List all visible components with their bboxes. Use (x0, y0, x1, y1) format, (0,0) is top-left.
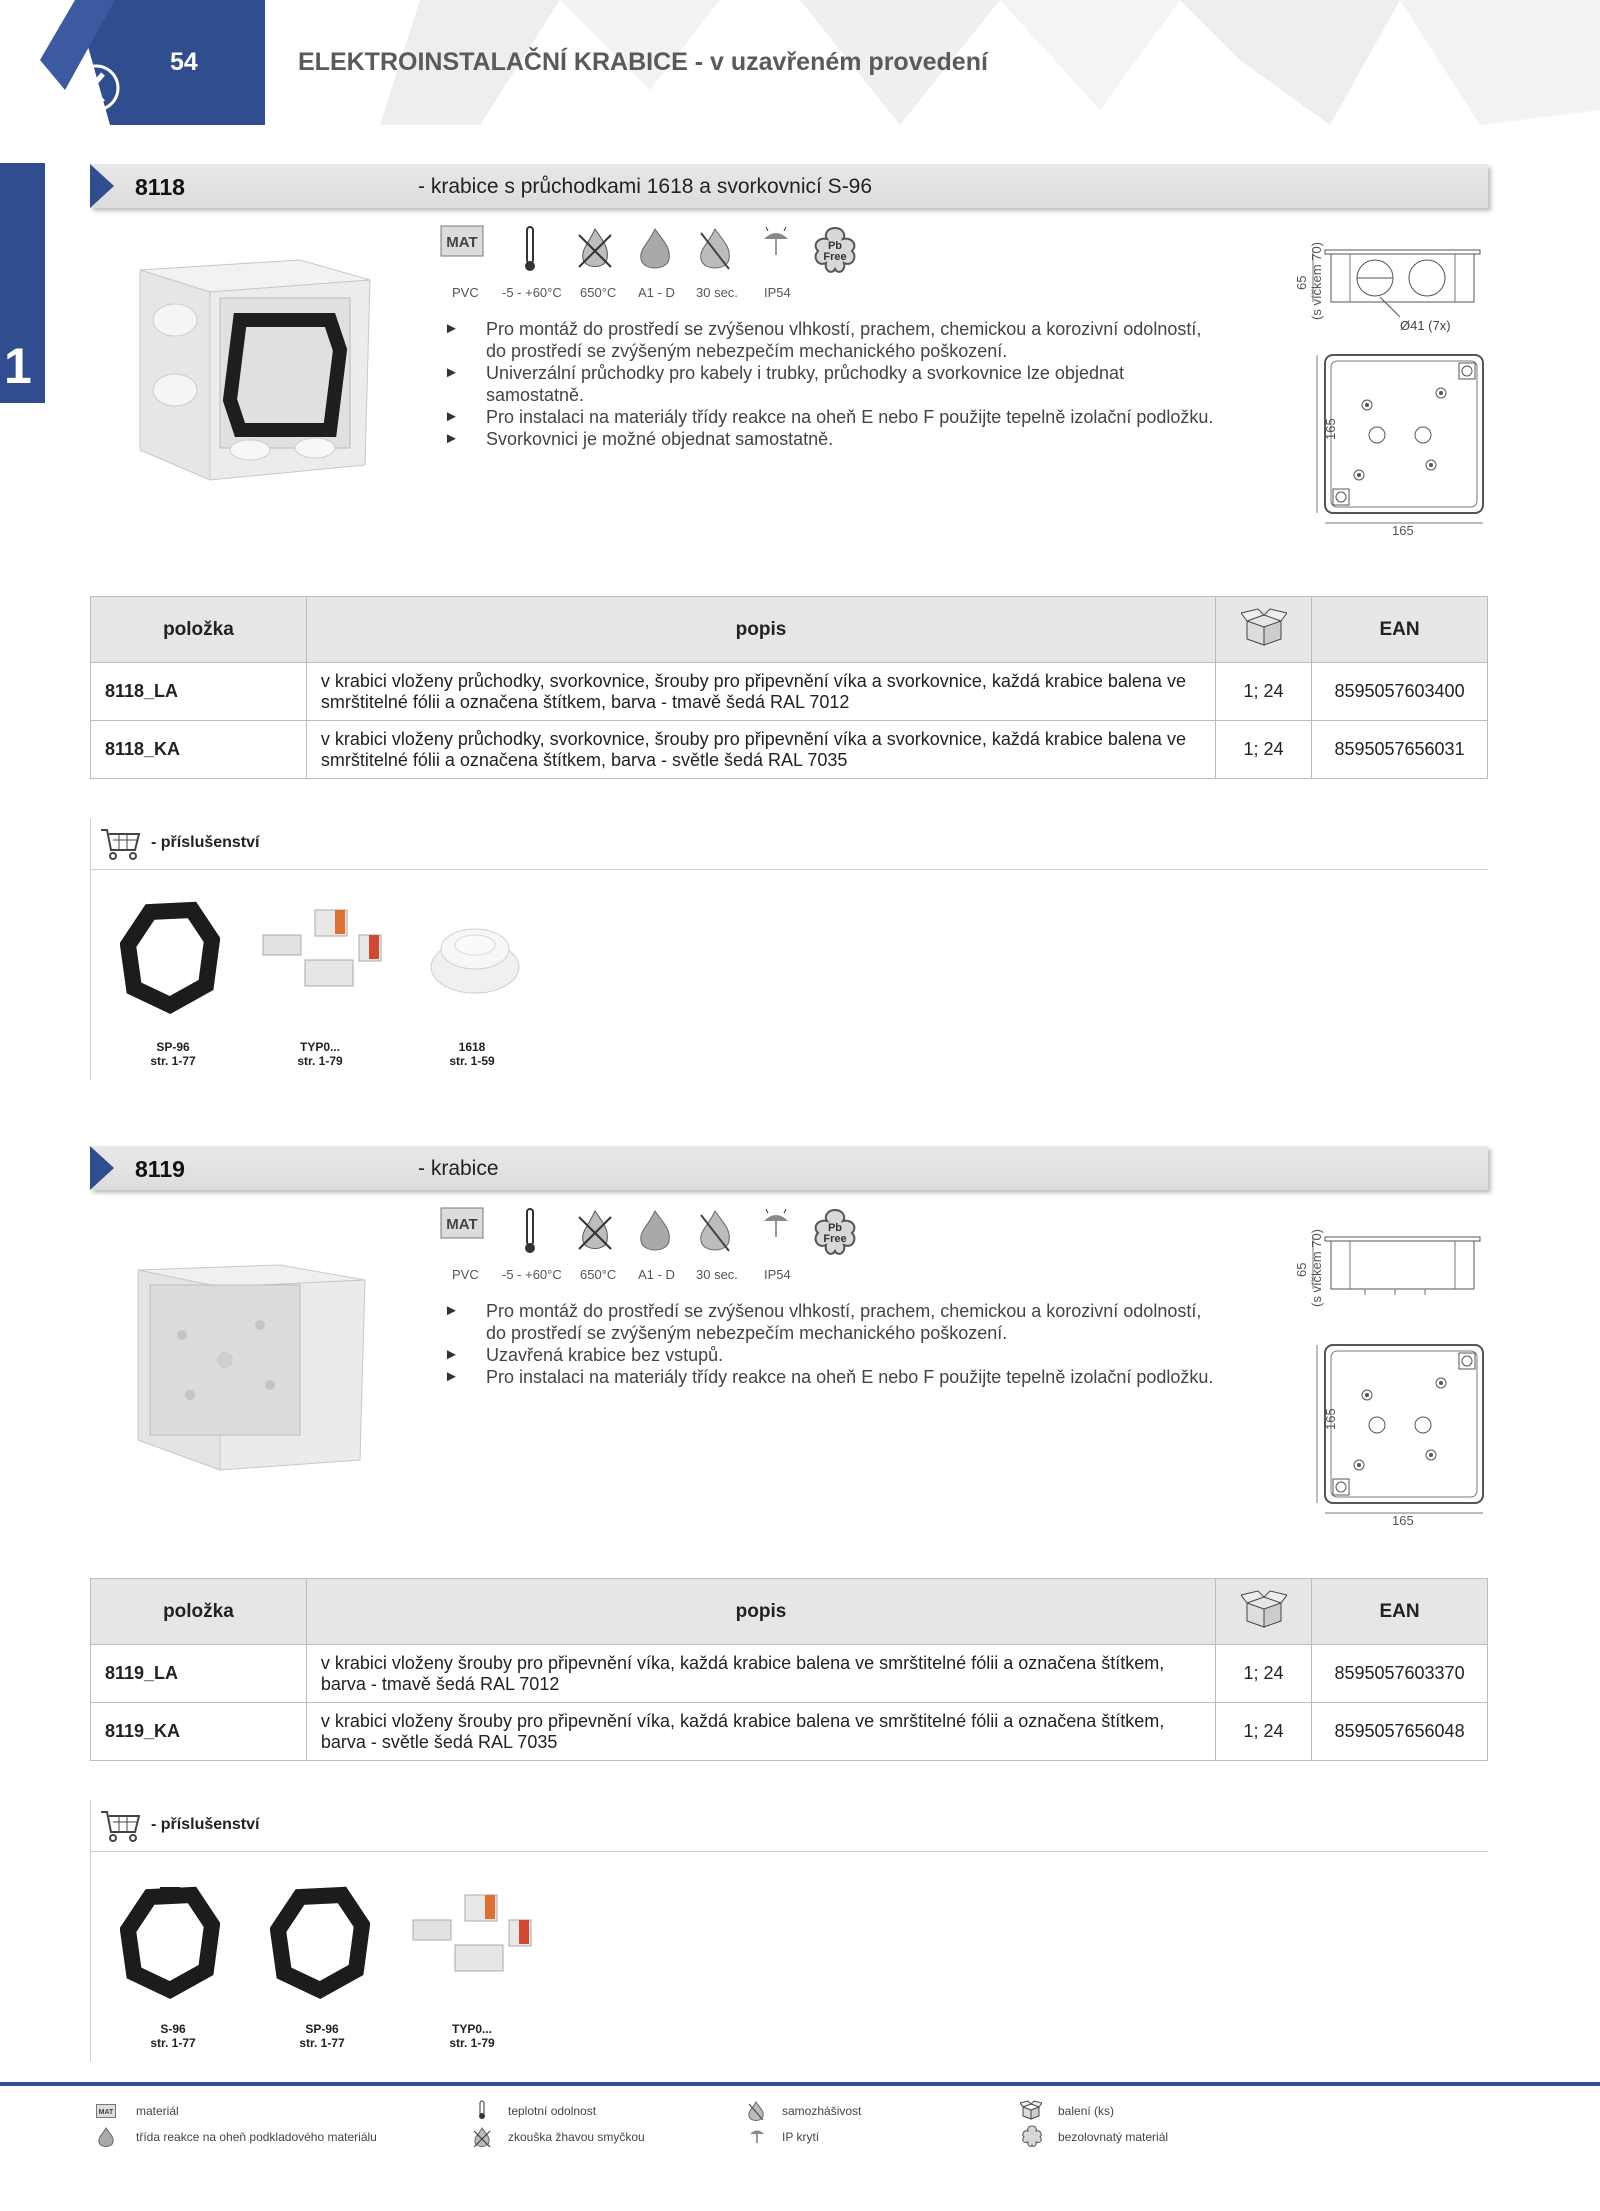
feature-list (440, 1300, 1220, 1388)
item-description: v krabici vloženy šrouby pro připevnění víka, každá krabice balena ve smrštitelné fólii a označena štítkem, barva - světle šedá RAL 7035 (306, 1703, 1215, 1761)
box-icon (1241, 1589, 1287, 1629)
thermometer-icon (478, 2100, 486, 2120)
accessory-name: TYP0... (299, 1040, 340, 1054)
svg-text:(s víčkem 70): (s víčkem 70) (1309, 1228, 1324, 1307)
accessory-page: str. 1-79 (297, 1054, 343, 1068)
item-code: 8119_LA (91, 1645, 307, 1703)
item-code: 8118_LA (91, 663, 307, 721)
col-header-item: položka (91, 1579, 307, 1645)
svg-text:Free: Free (823, 251, 847, 263)
mat-icon (96, 2104, 116, 2118)
label-fire-class: A1 - D (638, 285, 675, 300)
legend-label: bezolovnatý materiál (1058, 2130, 1169, 2144)
product-header-bar (90, 1146, 1488, 1190)
accessory-item[interactable] (412, 1040, 532, 1068)
feature-item: ► Univerzální průchodky pro kabely i trubky, průchodky a svorkovnice lze objednat samostatně. (440, 362, 1220, 406)
product-table-8118 (90, 596, 1488, 779)
item-packaging: 1; 24 (1216, 663, 1312, 721)
feature-list (440, 318, 1220, 450)
legend-label: balení (ks) (1058, 2104, 1115, 2118)
svg-text:65: 65 (1294, 275, 1309, 290)
box-icon (1020, 2100, 1042, 2120)
label-material: PVC (452, 1267, 479, 1282)
flame-crossed-icon (695, 1207, 735, 1255)
svg-text:65: 65 (1294, 1262, 1309, 1277)
item-packaging: 1; 24 (1216, 1645, 1312, 1703)
accessory-page: str. 1-77 (150, 1054, 196, 1068)
ip-icon (748, 2126, 766, 2146)
svg-text:Free: Free (823, 1233, 847, 1245)
property-icons (440, 225, 860, 280)
feature-item: ► Uzavřená krabice bez vstupů. (440, 1344, 1220, 1366)
feature-item: ► Pro montáž do prostředí se zvýšenou vlhkostí, prachem, chemickou a korozivní odolností, do prostředí se zvýšeným nebezpečím mechanického poškození. (440, 318, 1220, 362)
svg-text:MAT: MAT (98, 2109, 114, 2116)
feature-item: ► Pro instalaci na materiály třídy reakce na oheň E nebo F použijte tepelně izolační podložku. (440, 1366, 1220, 1388)
accessory-item[interactable] (412, 2022, 532, 2050)
col-header-packaging (1216, 597, 1312, 663)
product-photo-8118 (100, 240, 380, 490)
svg-text:Pb: Pb (827, 1222, 843, 1234)
label-fire-class: A1 - D (638, 1267, 675, 1282)
legend-label: zkouška žhavou smyčkou (508, 2130, 645, 2144)
accessories-divider (90, 1852, 91, 2062)
feature-item: ► Pro montáž do prostředí se zvýšenou vlhkostí, prachem, chemickou a korozivní odolností, do prostředí se zvýšeným nebezpečím mechanického poškození. (440, 1300, 1220, 1344)
accessory-page: str. 1-79 (449, 2036, 495, 2050)
col-header-ean: EAN (1312, 1579, 1488, 1645)
product-photo-8119 (120, 1255, 380, 1480)
legend-label: třída reakce na oheň podkladového materiálu (136, 2130, 377, 2144)
label-ip: IP54 (764, 1267, 791, 1282)
label-glow-wire: 650°C (580, 285, 617, 300)
flame-icon (635, 1207, 675, 1255)
page-header (0, 0, 1600, 125)
svg-text:(s víčkem 70): (s víčkem 70) (1309, 241, 1324, 320)
label-self-extinguish: 30 sec. (696, 285, 738, 300)
accessory-name: TYP0... (451, 2022, 492, 2036)
feature-item: ► Svorkovnici je možné objednat samostatně. (440, 428, 1220, 450)
item-ean: 8595057656031 (1312, 721, 1488, 779)
cart-icon (101, 1808, 141, 1842)
col-header-ean: EAN (1312, 597, 1488, 663)
accessory-photo-1618 (425, 915, 525, 1000)
technical-drawing-8119 (1255, 1225, 1500, 1530)
legend-label: materiál (136, 2104, 179, 2118)
flame-crossed-icon (695, 225, 735, 273)
label-temperature: -5 - +60°C (502, 285, 562, 300)
property-labels (440, 285, 860, 305)
item-description: v krabici vloženy průchodky, svorkovnice, šrouby pro připevnění víka a svorkovnice, každá krabice balena ve smrštitelné fólii a označena štítkem, barva - tmavě šedá RAL 7012 (306, 663, 1215, 721)
accessory-page: str. 1-59 (449, 1054, 495, 1068)
legend-label: samozhášivost (782, 2104, 862, 2118)
accessories-header (90, 1800, 1488, 1852)
mat-icon (440, 1207, 484, 1241)
thermometer-icon (522, 1207, 538, 1255)
chapter-tab (0, 163, 45, 403)
accessory-name: 1618 (458, 1040, 486, 1054)
label-glow-wire: 650°C (580, 1267, 617, 1282)
technical-drawing-8118 (1255, 235, 1500, 540)
product-subtitle: - krabice s průchodkami 1618 a svorkovnicí S-96 (418, 175, 873, 198)
product-code: 8119 (135, 1156, 185, 1182)
chapter-number: 1 (4, 338, 32, 394)
accessory-photo-typ0 (405, 1890, 545, 1990)
svg-text:165: 165 (1392, 523, 1414, 538)
glow-wire-icon (575, 1207, 615, 1255)
svg-text:165: 165 (1323, 1408, 1338, 1430)
item-packaging: 1; 24 (1216, 721, 1312, 779)
product-subtitle: - krabice (418, 1157, 499, 1180)
accessory-name: S-96 (160, 2022, 186, 2036)
flame-icon (96, 2126, 116, 2148)
accessory-item[interactable] (113, 2022, 233, 2050)
ip-icon (760, 1207, 792, 1247)
glow-wire-icon (472, 2126, 492, 2148)
company-logo (70, 62, 122, 114)
accessory-item[interactable] (262, 2022, 382, 2050)
item-ean: 8595057656048 (1312, 1703, 1488, 1761)
flame-crossed-icon (746, 2100, 766, 2122)
property-icons (440, 1207, 860, 1262)
legend-label: teplotní odolnost (508, 2104, 597, 2118)
col-header-packaging (1216, 1579, 1312, 1645)
ip-icon (760, 225, 792, 265)
col-header-description: popis (306, 1579, 1215, 1645)
page-title: ELEKTROINSTALAČNÍ KRABICE - v uzavřeném provedení (298, 48, 988, 76)
thermometer-icon (522, 225, 538, 273)
accessories-label: - příslušenství (151, 834, 260, 851)
pb-free-icon (1020, 2124, 1044, 2148)
table-row (91, 1645, 1488, 1703)
svg-text:165: 165 (1323, 418, 1338, 440)
accessory-name: SP-96 (305, 2022, 339, 2036)
box-icon (1241, 607, 1287, 647)
label-material: PVC (452, 285, 479, 300)
legend-label: IP krytí (782, 2130, 820, 2144)
property-labels (440, 1267, 860, 1287)
col-header-item: položka (91, 597, 307, 663)
label-temperature: -5 - +60°C (502, 1267, 562, 1282)
item-ean: 8595057603400 (1312, 663, 1488, 721)
accessory-photo-typ0 (255, 905, 395, 1005)
accessories-divider (90, 870, 91, 1080)
svg-text:MAT: MAT (446, 234, 478, 251)
mat-icon (440, 225, 484, 259)
footer-divider (0, 2082, 1600, 2086)
accessories-header (90, 818, 1488, 870)
svg-text:165: 165 (1392, 1513, 1414, 1528)
accessory-page: str. 1-77 (150, 2036, 196, 2050)
accessory-item[interactable] (260, 1040, 380, 1068)
table-row (91, 721, 1488, 779)
svg-text:MAT: MAT (446, 1216, 478, 1233)
item-ean: 8595057603370 (1312, 1645, 1488, 1703)
item-description: v krabici vloženy šrouby pro připevnění víka, každá krabice balena ve smrštitelné fólii a označena štítkem, barva - tmavě šedá RAL 7012 (306, 1645, 1215, 1703)
feature-item: ► Pro instalaci na materiály třídy reakce na oheň E nebo F použijte tepelně izolační podložku. (440, 406, 1220, 428)
table-row (91, 1703, 1488, 1761)
label-self-extinguish: 30 sec. (696, 1267, 738, 1282)
pb-free-icon (810, 1207, 860, 1257)
table-row (91, 663, 1488, 721)
flame-icon (635, 225, 675, 273)
item-description: v krabici vloženy průchodky, svorkovnice, šrouby pro připevnění víka a svorkovnice, každá krabice balena ve smrštitelné fólii a označena štítkem, barva - světle šedá RAL 7035 (306, 721, 1215, 779)
cart-icon (101, 826, 141, 860)
page-number: 54 (170, 48, 198, 76)
accessory-name: SP-96 (156, 1040, 190, 1054)
accessory-photo-s96 (120, 1885, 220, 2000)
accessory-photo-sp96 (270, 1885, 370, 2000)
svg-text:Ø41 (7x): Ø41 (7x) (1400, 318, 1451, 333)
product-arrow-marker (90, 164, 114, 208)
product-table-8119 (90, 1578, 1488, 1761)
item-packaging: 1; 24 (1216, 1703, 1312, 1761)
accessories-label: - příslušenství (151, 1816, 260, 1833)
product-arrow-marker (90, 1146, 114, 1190)
item-code: 8118_KA (91, 721, 307, 779)
glow-wire-icon (575, 225, 615, 273)
accessory-photo-sp96 (120, 900, 220, 1015)
accessory-item[interactable] (113, 1040, 233, 1068)
item-code: 8119_KA (91, 1703, 307, 1761)
col-header-description: popis (306, 597, 1215, 663)
svg-text:Pb: Pb (827, 240, 843, 252)
pb-free-icon (810, 225, 860, 275)
label-ip: IP54 (764, 285, 791, 300)
product-code: 8118 (135, 174, 185, 200)
accessory-page: str. 1-77 (299, 2036, 345, 2050)
